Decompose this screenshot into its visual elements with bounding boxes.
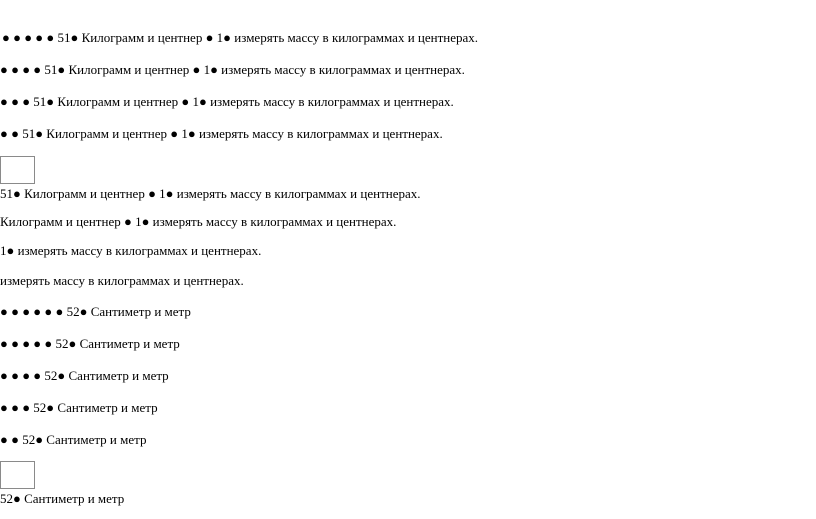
text-line: ● ● ● ● ● 52● Сантиметр и метр (0, 336, 180, 351)
text-line: ● ● ● ● 52● Сантиметр и метр (0, 368, 169, 383)
text-line: ● ● ● 52● Сантиметр и метр (0, 400, 158, 415)
text-line: ● ● ● ● ● 51● Килограмм и центнер ● 1● измерять массу в килограммах и центнерах. (2, 30, 479, 45)
text-line: Килограмм и центнер ● 1● измерять массу в килограммах и центнерах. (0, 214, 397, 229)
empty-box (0, 461, 35, 489)
text-line: ● ● 51● Килограмм и центнер ● 1● измерять массу в килограммах и центнерах. (0, 126, 443, 141)
text-line: ● ● 52● Сантиметр и метр (0, 432, 147, 447)
text-line: 51● Килограмм и центнер ● 1● измерять массу в килограммах и центнерах. (0, 186, 421, 201)
text-line: 52● Сантиметр и метр (0, 491, 125, 506)
text-line: 1● измерять массу в килограммах и центнерах. (0, 243, 262, 258)
text-line: ● ● ● ● 51● Килограмм и центнер ● 1● измерять массу в килограммах и центнерах. (0, 62, 465, 77)
text-line: измерять массу в килограммах и центнерах. (0, 273, 244, 288)
empty-box (0, 156, 35, 184)
text-line: ● ● ● 51● Килограмм и центнер ● 1● измерять массу в килограммах и центнерах. (0, 94, 454, 109)
text-line: ● ● ● ● ● ● 52● Сантиметр и метр (0, 304, 191, 319)
